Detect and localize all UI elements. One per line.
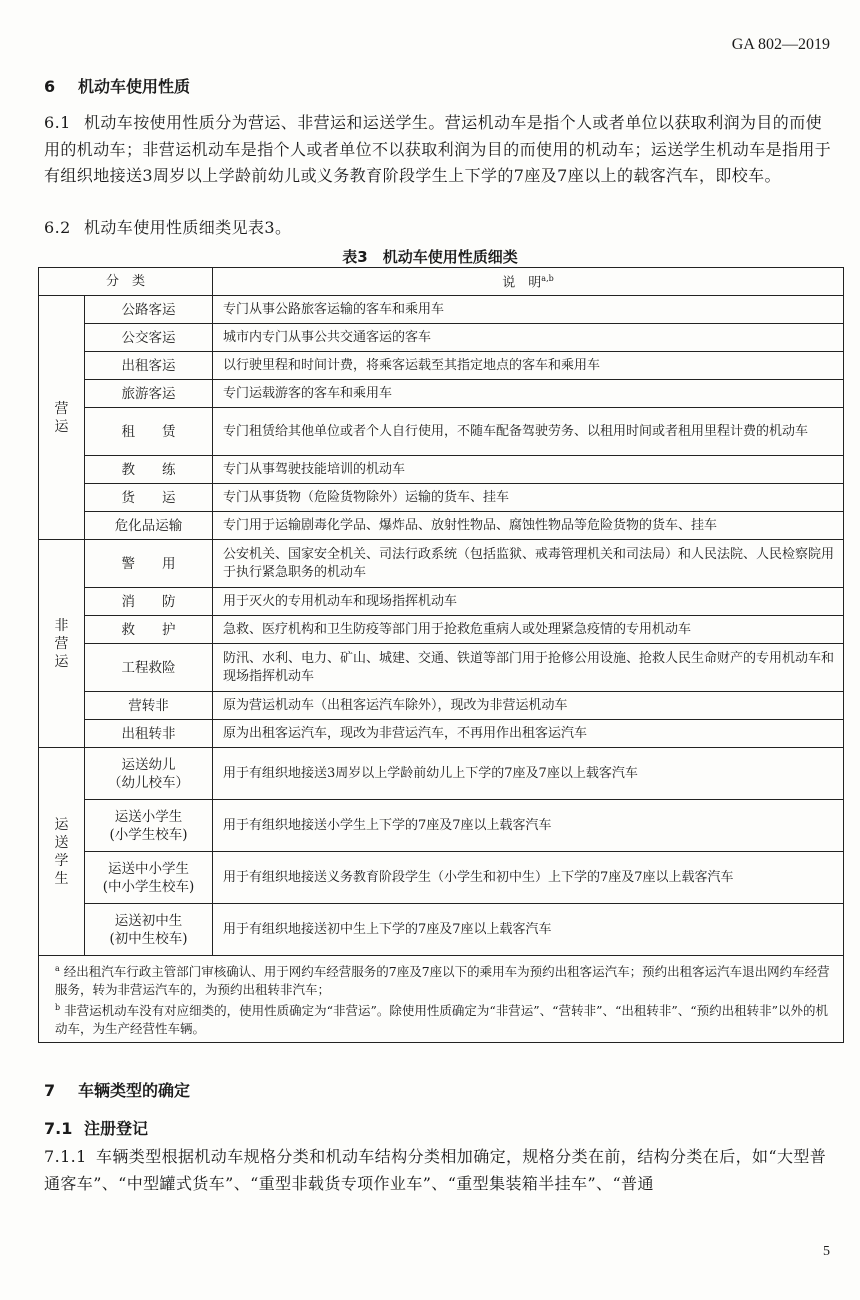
description-cell: 公安机关、国家安全机关、司法行政系统（包括监狱、戒毒管理机关和司法局）和人民法院、人民检察院用于执行紧急职务的机动车 [213, 540, 844, 588]
description-cell: 急救、医疗机构和卫生防疫等部门用于抢救危重病人或处理紧急疫情的专用机动车 [213, 616, 844, 644]
category-name: 公交客运 [121, 329, 176, 346]
table-row [39, 588, 844, 616]
category-alias: (初中生校车) [109, 930, 188, 947]
description-cell: 用于有组织地接送初中生上下学的7座及7座以上载客汽车 [213, 904, 844, 956]
table-notes-row [39, 956, 844, 1043]
description-cell: 专门从事货物（危险货物除外）运输的货车、挂车 [213, 484, 844, 512]
footnote-a [49, 960, 833, 999]
paragraph-6-1 [44, 110, 834, 190]
paragraph-6-2 [44, 215, 834, 242]
table-row [39, 800, 844, 852]
table-row [39, 324, 844, 352]
category-name: 营转非 [128, 697, 169, 714]
footnote-text: 非营运机动车没有对应细类的，使用性质确定为“非营运”。除使用性质确定为“非营运”、“营转非”、“出租转非”、“预约出租转非”以外的机动车，为生产经营性车辆。 [55, 1003, 829, 1037]
table-row [39, 692, 844, 720]
category-cell [85, 616, 213, 644]
category-name: 运送小学生 [114, 808, 183, 825]
category-cell [85, 408, 213, 456]
category-name: 货 运 [121, 489, 176, 506]
category-name: 运送幼儿 [121, 756, 176, 773]
description-cell: 防汛、水利、电力、矿山、城建、交通、铁道等部门用于抢修公用设施、抢救人民生命财产的专用机动车和现场指挥机动车 [213, 644, 844, 692]
group-label-char: 运 [54, 418, 69, 435]
section-title: 机动车使用性质 [78, 77, 191, 96]
table-header-row [39, 268, 844, 296]
description-cell: 专门从事公路旅客运输的客车和乘用车 [213, 296, 844, 324]
table-row [39, 352, 844, 380]
clause-number: 6.2 [44, 218, 71, 237]
table-row [39, 456, 844, 484]
group-label [39, 296, 85, 540]
table-row [39, 512, 844, 540]
section-title: 车辆类型的确定 [78, 1081, 191, 1100]
group-label-char: 非 [54, 617, 69, 634]
footnote-mark: a [55, 964, 60, 973]
table-row [39, 904, 844, 956]
category-name: 救 护 [121, 621, 176, 638]
section-number: 6 [44, 77, 56, 96]
subsection-7-1-heading [44, 1116, 148, 1139]
paragraph-7-1-1 [44, 1144, 834, 1197]
category-name: 租 赁 [121, 423, 176, 440]
category-cell [85, 748, 213, 800]
table-row [39, 540, 844, 588]
category-alias: （幼儿校车） [108, 774, 189, 791]
category-cell [85, 352, 213, 380]
table-row [39, 616, 844, 644]
description-cell: 专门运载游客的客车和乘用车 [213, 380, 844, 408]
category-name: 教 练 [121, 461, 176, 478]
clause-number: 6.1 [44, 113, 71, 132]
category-cell [85, 540, 213, 588]
category-cell [85, 456, 213, 484]
clause-text: 机动车按使用性质分为营运、非营运和运送学生。营运机动车是指个人或者单位以获取利润为目的而使用的机动车；非营运机动车是指个人或者单位不以获取利润为目的而使用的机动车；运送学生机动车是指用于有组织地接送3周岁以上学龄前幼儿或义务教育阶段学生上下学的7座及7座以上的载客汽车，即校车。 [44, 113, 832, 185]
table-body [39, 268, 844, 1043]
description-cell: 专门租赁给其他单位或者个人自行使用，不随车配备驾驶劳务、以租用时间或者租用里程计费的机动车 [213, 408, 844, 456]
group-label [39, 748, 85, 956]
category-cell [85, 692, 213, 720]
table-notes [39, 956, 844, 1043]
category-name: 警 用 [121, 555, 176, 572]
footnote-mark: b [55, 1003, 61, 1013]
category-cell [85, 380, 213, 408]
category-cell [85, 720, 213, 748]
section-7-heading [44, 1078, 190, 1101]
footnote-text: 经出租汽车行政主管部门审核确认、用于网约车经营服务的7座及7座以下的乘用车为预约出租客运汽车；预约出租客运汽车退出网约车经营服务，转为非营运汽车的，为预约出租转非汽车； [55, 964, 830, 998]
category-alias: (小学生校车) [109, 826, 188, 843]
standard-code: GA 802—2019 [731, 36, 830, 53]
group-label-char: 学 [54, 852, 69, 869]
category-name: 旅游客运 [121, 385, 176, 402]
table-row [39, 408, 844, 456]
header-description [213, 268, 844, 296]
category-cell [85, 904, 213, 956]
table-row [39, 644, 844, 692]
group-label-char: 生 [54, 870, 69, 887]
category-name: 运送初中生 [114, 912, 183, 929]
category-cell [85, 512, 213, 540]
header-footnote-marks: a,b [541, 274, 554, 284]
category-cell [85, 324, 213, 352]
header-category: 分 类 [39, 268, 213, 296]
category-name: 危化品运输 [114, 517, 183, 534]
table-row [39, 296, 844, 324]
group-label-char: 运 [54, 653, 69, 670]
description-cell: 用于有组织地接送3周岁以上学龄前幼儿上下学的7座及7座以上载客汽车 [213, 748, 844, 800]
category-cell [85, 588, 213, 616]
description-cell: 以行驶里程和时间计费，将乘客运载至其指定地点的客车和乘用车 [213, 352, 844, 380]
category-alias: (中小学生校车) [102, 878, 195, 895]
category-cell [85, 800, 213, 852]
category-cell [85, 644, 213, 692]
description-cell: 专门从事驾驶技能培训的机动车 [213, 456, 844, 484]
footnote-b [49, 999, 833, 1038]
description-cell: 原为出租客运汽车，现改为非营运汽车，不再用作出租客运汽车 [213, 720, 844, 748]
usage-classification-table [38, 267, 844, 1043]
group-label [39, 540, 85, 748]
description-cell: 专门用于运输剧毒化学品、爆炸品、放射性物品、腐蚀性物品等危险货物的货车、挂车 [213, 512, 844, 540]
group-label-char: 运 [54, 816, 69, 833]
category-name: 消 防 [121, 593, 176, 610]
table-row [39, 720, 844, 748]
group-label-char: 营 [54, 635, 69, 652]
description-cell: 原为营运机动车（出租客运汽车除外），现改为非营运机动车 [213, 692, 844, 720]
subsection-number: 7.1 [44, 1119, 73, 1138]
category-cell [85, 484, 213, 512]
header-description-label: 说 明 [502, 275, 542, 291]
category-name: 工程救险 [121, 659, 176, 676]
category-name: 出租转非 [121, 725, 176, 742]
group-label-char: 送 [54, 834, 69, 851]
clause-text: 机动车使用性质细类见表3。 [84, 218, 292, 237]
category-cell [85, 296, 213, 324]
table-caption: 表3 机动车使用性质细类 [342, 248, 518, 266]
table-row [39, 852, 844, 904]
clause-text: 车辆类型根据机动车规格分类和机动车结构分类相加确定，规格分类在前，结构分类在后，如“大型普通客车”、“中型罐式货车”、“重型非载货专项作业车”、“重型集装箱半挂车”、“普通 [44, 1147, 827, 1193]
description-cell: 用于有组织地接送小学生上下学的7座及7座以上载客汽车 [213, 800, 844, 852]
section-6-heading [44, 74, 190, 97]
category-name: 运送中小学生 [108, 860, 189, 877]
section-number: 7 [44, 1081, 56, 1100]
subsection-title: 注册登记 [84, 1119, 149, 1138]
group-label-char: 营 [54, 400, 69, 417]
description-cell: 用于有组织地接送义务教育阶段学生（小学生和初中生）上下学的7座及7座以上载客汽车 [213, 852, 844, 904]
category-cell [85, 852, 213, 904]
category-name: 出租客运 [121, 357, 176, 374]
table-row [39, 380, 844, 408]
table-row [39, 748, 844, 800]
clause-number: 7.1.1 [44, 1147, 87, 1166]
table-row [39, 484, 844, 512]
page-number: 5 [823, 1244, 830, 1259]
description-cell: 城市内专门从事公共交通客运的客车 [213, 324, 844, 352]
description-cell: 用于灭火的专用机动车和现场指挥机动车 [213, 588, 844, 616]
category-name: 公路客运 [121, 301, 176, 318]
